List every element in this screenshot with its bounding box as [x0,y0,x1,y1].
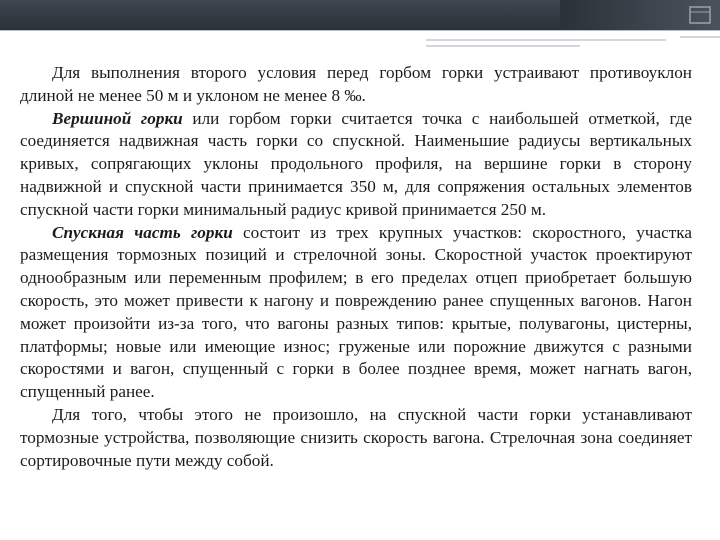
paragraph-counter-slope [20,62,692,108]
header-divider [0,30,720,31]
term-descent-part: Спускная часть горки [52,222,233,242]
paragraph-text: или горбом горки считается точка с наибольшей отметкой, где соединяется надвижная часть горки со спускной. Наименьшие радиусы вертикальных кривых, сопрягающих уклоны продольного профиля, на вершине горки в сторону надвижной и спускной части принимается 350 м, для сопряжения остальных элементов спускной части горки минимальный радиус кривой принимается 250 м. [20,108,693,219]
term-hump-top: Вершиной горки [52,108,183,128]
decor-rule-right [680,36,720,38]
paragraph-text: Для выполнения второго условия перед горбом горки устраивают противоуклон длиной не менее 50 м и уклоном не менее 8 ‰. [20,63,692,105]
title-bar [0,0,720,30]
paragraph-text: Для того, чтобы этого не произошло, на спускной части горки устанавливают тормозные устройства, позволяющие снизить скорость вагона. Стрелочная зона соединяет сортировочные пути между собой. [20,404,692,470]
decor-rule-long [426,39,666,41]
paragraph-descent-part [20,222,692,404]
paragraph-hump-top [20,108,692,222]
paragraph-brakes [20,404,692,472]
document-body [20,62,692,472]
slide-corner-icon [689,6,711,24]
decor-rule-short [426,45,580,47]
paragraph-text: состоит из трех крупных участков: скоростного, участка размещения тормозных позиций и стрелочной зоны. Скоростной участок проектируют однообразным или переменным профилем; в его пределах отцеп приобретает большую скорость, это может привести к нагону и повреждению ранее спущенных вагонов. Нагон может произойти из-за того, что вагоны разных типов: крытые, полувагоны, цистерны, платформы; новые или имеющие износ; груженые или порожние движутся с разными скоростями и вагон, спущенный с горки в более позднее время, может нагнать вагон, спущенный ранее. [20,222,692,402]
